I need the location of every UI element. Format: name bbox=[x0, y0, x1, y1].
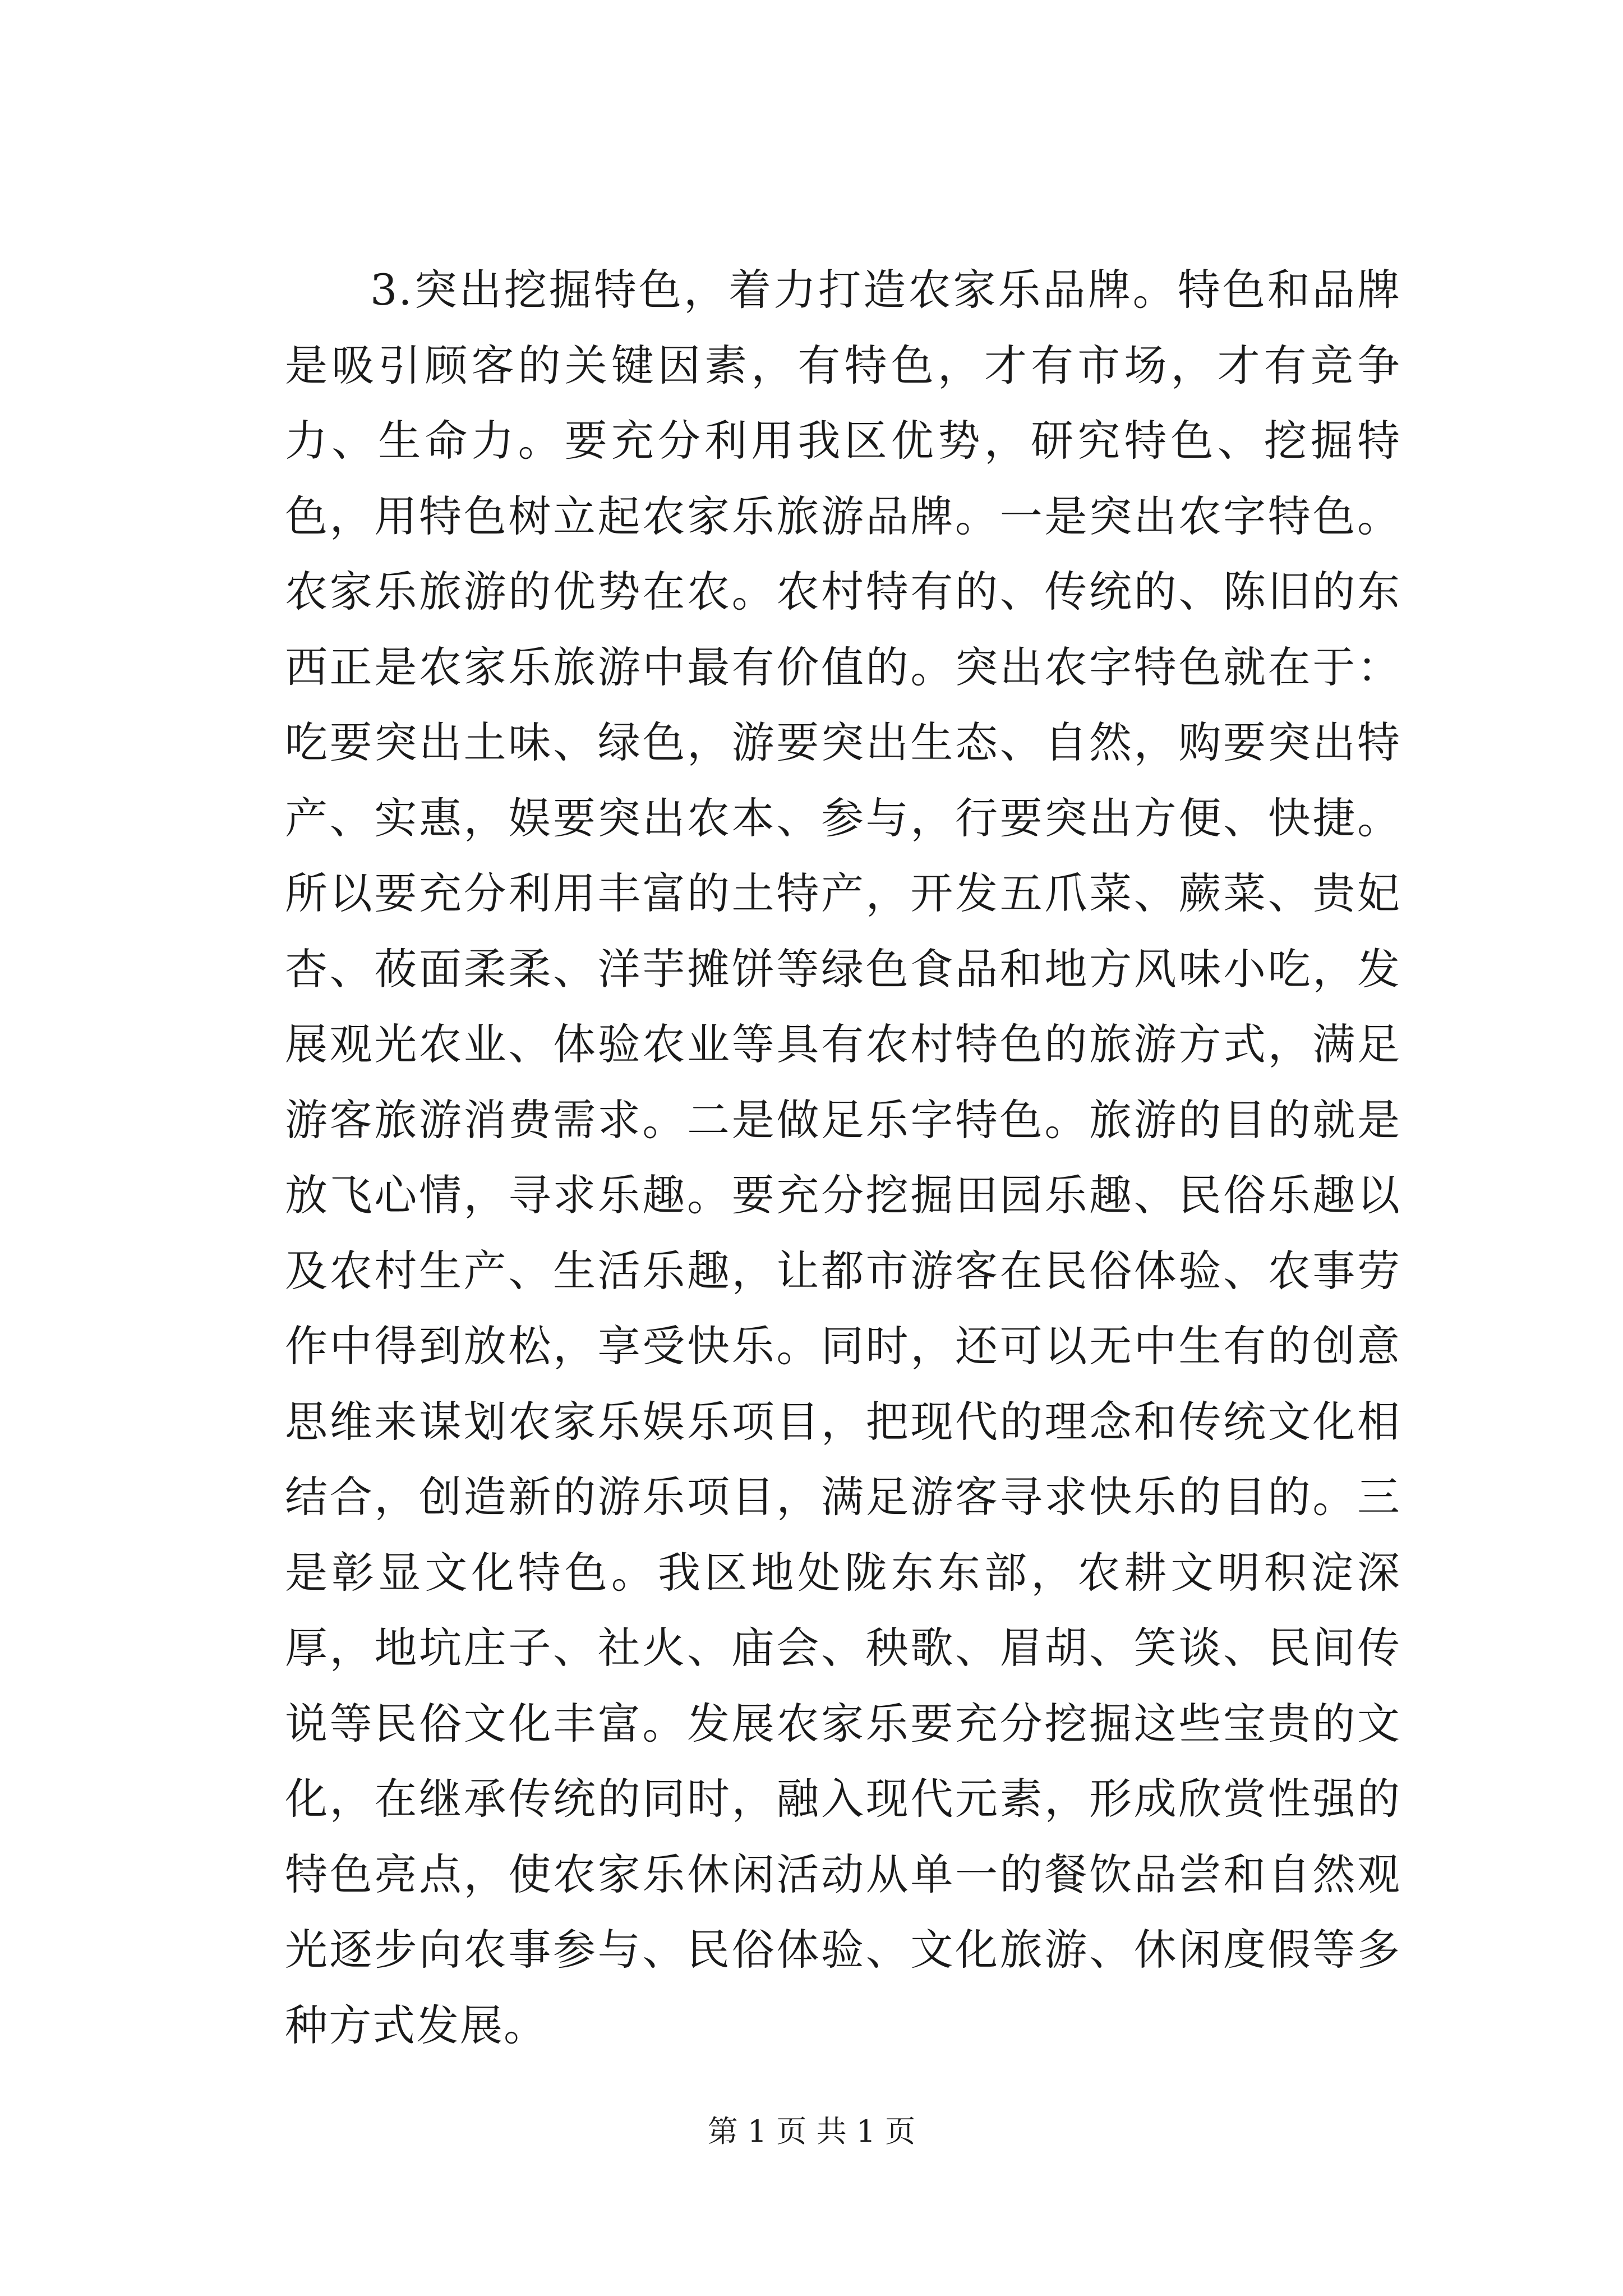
body-paragraph: 3.突出挖掘特色，着力打造农家乐品牌。特色和品牌是吸引顾客的关键因素，有特色，才有市场，才有竞争力、生命力。要充分利用我区优势，研究特色、挖掘特色，用特色树立起农家乐旅游品牌。一是突出农字特色。农家乐旅游的优势在农。农村特有的、传统的、陈旧的东西正是农家乐旅游中最有价值的。突出农字特色就在于：吃要突出土味、绿色，游要突出生态、自然，购要突出特产、实惠，娱要突出农本、参与，行要突出方便、快捷。所以要充分利用丰富的土特产，开发五爪菜、蕨菜、贵妃杏、莜面柔柔、洋芋摊饼等绿色食品和地方风味小吃，发展观光农业、体验农业等具有农村特色的旅游方式，满足游客旅游消费需求。二是做足乐字特色。旅游的目的就是放飞心情，寻求乐趣。要充分挖掘田园乐趣、民俗乐趣以及农村生产、生活乐趣，让都市游客在民俗体验、农事劳作中得到放松，享受快乐。同时，还可以无中生有的创意思维来谋划农家乐娱乐项目，把现代的理念和传统文化相结合，创造新的游乐项目，满足游客寻求快乐的目的。三是彰显文化特色。我区地处陇东东部，农耕文明积淀深厚，地坑庄子、社火、庙会、秧歌、眉胡、笑谈、民间传说等民俗文化丰富。发展农家乐要充分挖掘这些宝贵的文化，在继承传统的同时，融入现代元素，形成欣赏性强的特色亮点，使农家乐休闲活动从单一的餐饮品尝和自然观光逐步向农事参与、民俗体验、文化旅游、休闲度假等多种方式发展。 bbox=[285, 265, 1401, 2050]
page-footer: 第 1 页 共 1 页 bbox=[707, 2114, 916, 2149]
